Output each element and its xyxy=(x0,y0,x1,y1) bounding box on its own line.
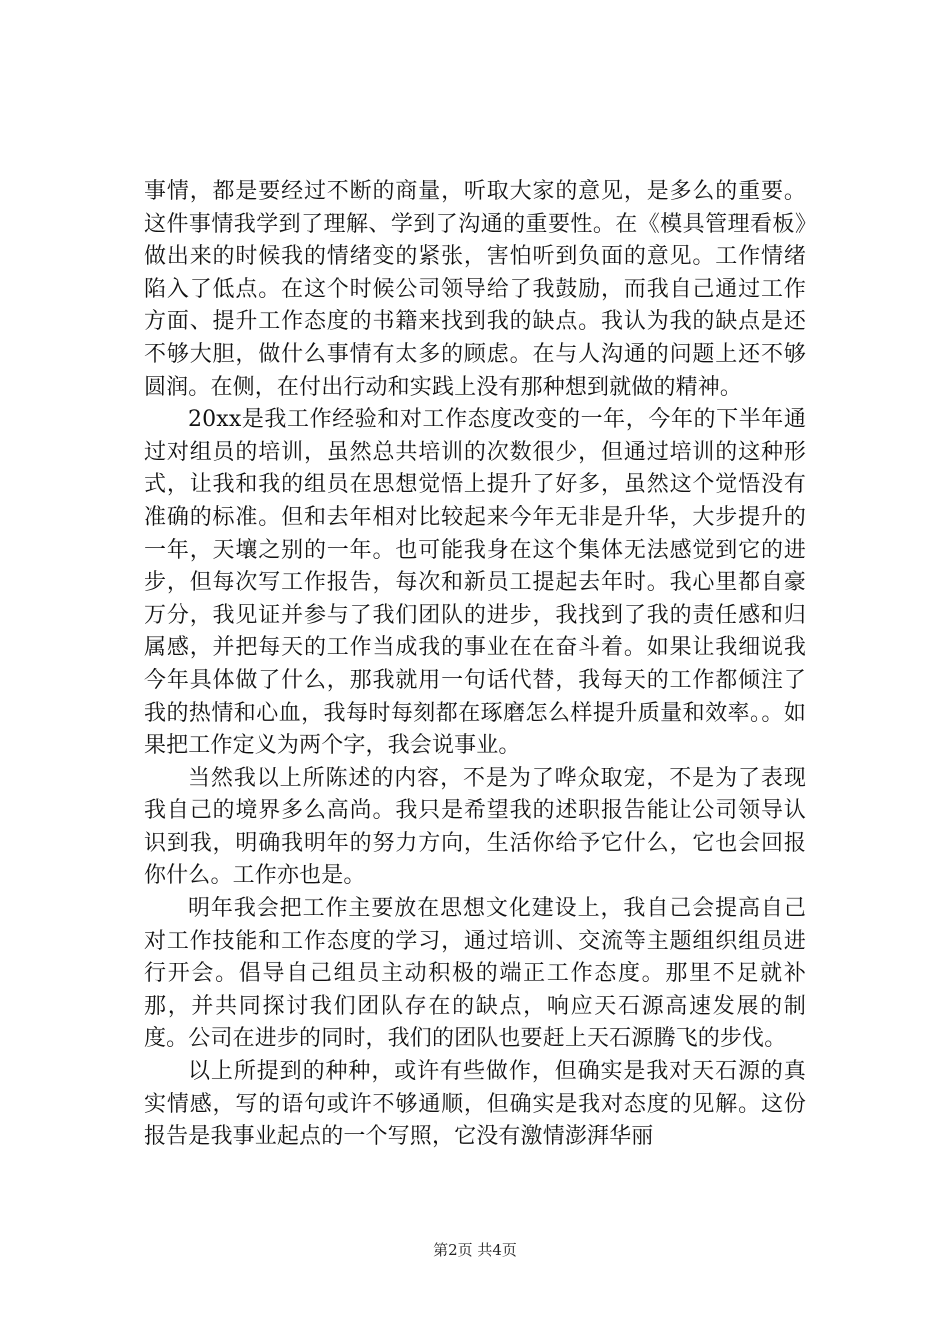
paragraph-work-experience: 20xx是我工作经验和对工作态度改变的一年，今年的下半年通过对组员的培训，虽然总共培训的次数很少，但通过培训的这种形式，让我和我的组员在思想觉悟上提升了好多，虽然这个觉悟没有准确的标准。但和去年相对比较起来今年无非是升华，大步提升的一年，天壤之别的一年。也可能我身在这个集体无法感觉到它的进步，但每次写工作报告，每次和新员工提起去年时。我心里都自豪万分，我见证并参与了我们团队的进步，我找到了我的责任感和归属感，并把每天的工作当成我的事业在在奋斗着。如果让我细说我今年具体做了什么，那我就用一句话代替，我每天的工作都倾注了我的热情和心血，我每时每刻都在琢磨怎么样提升质量和效率。。如果把工作定义为两个字，我会说事业。 xyxy=(144,407,806,759)
paragraph-next-year-plan: 明年我会把工作主要放在思想文化建设上，我自己会提高自己对工作技能和工作态度的学习，通过培训、交流等主题组织组员进行开会。倡导自己组员主动积极的端正工作态度。那里不足就补那，并共同探讨我们团队存在的缺点，响应天石源高速发展的制度。公司在进步的同时，我们的团队也要赶上天石源腾飞的步伐。 xyxy=(144,896,806,1052)
paragraph-closing: 以上所提到的种种，或许有些做作，但确实是我对天石源的真实情感，写的语句或许不够通顺，但确实是我对态度的见解。这份报告是我事业起点的一个写照，它没有激情澎湃华丽 xyxy=(144,1059,806,1150)
page-footer xyxy=(0,1240,950,1260)
page-number-label: 第2页 共4页 xyxy=(433,1241,517,1259)
paragraph-statement-purpose: 当然我以上所陈述的内容，不是为了哗众取宠，不是为了表现我自己的境界多么高尚。我只是希望我的述职报告能让公司领导认识到我，明确我明年的努力方向，生活你给予它什么，它也会回报你什么。工作亦也是。 xyxy=(144,765,806,889)
paragraph-continuation: 事情，都是要经过不断的商量，听取大家的意见，是多么的重要。这件事情我学到了理解、学到了沟通的重要性。在《模具管理看板》做出来的时候我的情绪变的紧张，害怕听到负面的意见。工作情绪陷入了低点。在这个时候公司领导给了我鼓励，而我自己通过工作方面、提升工作态度的书籍来找到我的缺点。我认为我的缺点是还不够大胆，做什么事情有太多的顾虑。在与人沟通的问题上还不够圆润。在侧，在付出行动和实践上没有那种想到就做的精神。 xyxy=(144,179,806,400)
document-body xyxy=(144,176,806,1154)
